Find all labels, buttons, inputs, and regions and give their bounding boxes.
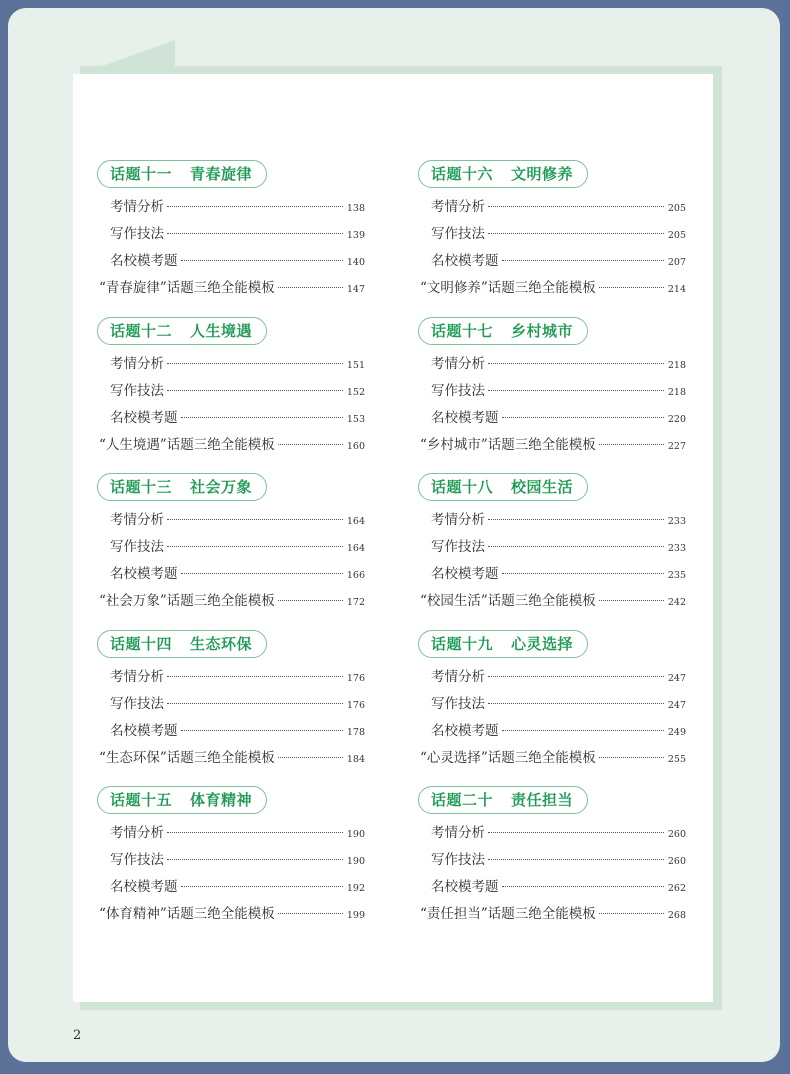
entry-label: “体育精神”话题三绝全能模板 bbox=[99, 906, 275, 922]
section-header[interactable] bbox=[418, 473, 588, 501]
entry-page-number: 214 bbox=[667, 284, 686, 295]
toc-entry[interactable] bbox=[97, 745, 365, 772]
entry-page-number: 140 bbox=[346, 257, 365, 268]
section-topic-number: 话题十二 bbox=[110, 321, 173, 340]
dot-leader bbox=[278, 287, 343, 288]
toc-column-right bbox=[418, 160, 698, 943]
entry-label: “社会万象”话题三绝全能模板 bbox=[99, 593, 275, 609]
toc-entry[interactable] bbox=[418, 718, 686, 745]
toc-section bbox=[418, 630, 698, 787]
section-header[interactable] bbox=[97, 473, 267, 501]
dot-leader bbox=[502, 417, 664, 418]
toc-section bbox=[418, 786, 698, 943]
entry-label: 写作技法 bbox=[110, 695, 164, 712]
entry-list bbox=[97, 507, 377, 615]
entry-label: 考情分析 bbox=[110, 355, 164, 372]
entry-list bbox=[97, 351, 377, 459]
entry-label: 考情分析 bbox=[110, 668, 164, 685]
dot-leader bbox=[181, 730, 343, 731]
entry-page-number: 268 bbox=[667, 910, 686, 921]
entry-label: 名校模考题 bbox=[431, 722, 499, 739]
toc-entry[interactable] bbox=[97, 691, 365, 718]
entry-label: 名校模考题 bbox=[431, 566, 499, 582]
entry-page-number: 138 bbox=[346, 203, 365, 214]
dot-leader bbox=[278, 913, 343, 914]
entry-page-number: 249 bbox=[667, 726, 686, 738]
entry-page-number: 260 bbox=[667, 829, 686, 840]
entry-page-number: 152 bbox=[346, 386, 365, 398]
entry-label: 名校模考题 bbox=[110, 722, 178, 739]
section-topic-number: 话题十一 bbox=[110, 165, 173, 183]
toc-entry[interactable] bbox=[97, 507, 365, 534]
section-topic-number: 话题十六 bbox=[431, 165, 494, 183]
section-title: 心灵选择 bbox=[511, 634, 574, 653]
section-header[interactable] bbox=[97, 317, 267, 345]
entry-page-number: 233 bbox=[667, 543, 686, 554]
entry-label: 写作技法 bbox=[110, 539, 164, 555]
section-header[interactable] bbox=[97, 160, 267, 188]
toc-entry[interactable] bbox=[418, 405, 686, 432]
toc-entry[interactable] bbox=[97, 248, 365, 275]
entry-label: “心灵选择”话题三绝全能模板 bbox=[420, 749, 596, 766]
entry-label: 名校模考题 bbox=[431, 409, 499, 426]
dot-leader bbox=[167, 206, 343, 207]
toc-entry[interactable] bbox=[97, 221, 365, 248]
entry-label: 名校模考题 bbox=[110, 566, 178, 582]
dot-leader bbox=[488, 390, 664, 391]
toc-section bbox=[418, 473, 698, 630]
toc-entry[interactable] bbox=[97, 351, 365, 378]
entry-label: “责任担当”话题三绝全能模板 bbox=[420, 906, 596, 922]
toc-section bbox=[97, 317, 377, 474]
toc-section bbox=[97, 160, 377, 317]
entry-page-number: 205 bbox=[667, 230, 686, 241]
section-title: 社会万象 bbox=[190, 478, 253, 496]
dot-leader bbox=[488, 519, 664, 520]
section-title: 人生境遇 bbox=[190, 321, 253, 340]
entry-page-number: 255 bbox=[667, 753, 686, 765]
entry-label: 考情分析 bbox=[110, 512, 164, 528]
entry-label: “人生境遇”话题三绝全能模板 bbox=[99, 436, 275, 453]
section-title: 体育精神 bbox=[190, 791, 253, 809]
dot-leader bbox=[181, 260, 343, 261]
dot-leader bbox=[488, 703, 664, 704]
section-topic-number: 话题十九 bbox=[431, 634, 494, 653]
toc-entry[interactable] bbox=[418, 378, 686, 405]
entry-page-number: 199 bbox=[346, 910, 365, 921]
dot-leader bbox=[167, 546, 343, 547]
entry-label: 写作技法 bbox=[110, 382, 164, 399]
section-header[interactable] bbox=[418, 317, 588, 345]
entry-page-number: 192 bbox=[346, 883, 365, 894]
dot-leader bbox=[599, 444, 664, 445]
toc-entry[interactable] bbox=[97, 820, 365, 847]
entry-page-number: 247 bbox=[667, 699, 686, 711]
entry-label: 名校模考题 bbox=[110, 409, 178, 426]
section-topic-number: 话题十四 bbox=[110, 634, 173, 653]
toc-entry[interactable] bbox=[97, 275, 365, 302]
toc-entry[interactable] bbox=[418, 561, 686, 588]
dot-leader bbox=[502, 573, 664, 574]
dot-leader bbox=[181, 573, 343, 574]
entry-page-number: 184 bbox=[346, 753, 365, 765]
dot-leader bbox=[167, 703, 343, 704]
entry-label: 名校模考题 bbox=[431, 253, 499, 269]
entry-label: 写作技法 bbox=[431, 539, 485, 555]
entry-page-number: 166 bbox=[346, 570, 365, 581]
dot-leader bbox=[167, 390, 343, 391]
toc-entry[interactable] bbox=[97, 664, 365, 691]
entry-label: 写作技法 bbox=[431, 695, 485, 712]
entry-label: 考情分析 bbox=[110, 825, 164, 841]
entry-page-number: 218 bbox=[667, 359, 686, 371]
section-title: 生态环保 bbox=[190, 634, 253, 653]
toc-section bbox=[97, 630, 377, 787]
dot-leader bbox=[167, 832, 343, 833]
entry-label: “生态环保”话题三绝全能模板 bbox=[99, 749, 275, 766]
dot-leader bbox=[488, 832, 664, 833]
toc-entry[interactable] bbox=[418, 664, 686, 691]
entry-list bbox=[418, 664, 698, 772]
entry-list bbox=[418, 194, 698, 302]
toc-entry[interactable] bbox=[418, 874, 686, 901]
entry-label: 考情分析 bbox=[431, 825, 485, 841]
dot-leader bbox=[599, 600, 664, 601]
entry-page-number: 262 bbox=[667, 883, 686, 894]
toc-entry[interactable] bbox=[418, 534, 686, 561]
entry-page-number: 151 bbox=[346, 359, 365, 371]
toc-entry[interactable] bbox=[418, 275, 686, 302]
section-title: 责任担当 bbox=[511, 791, 574, 809]
entry-list bbox=[418, 507, 698, 615]
entry-label: 写作技法 bbox=[431, 226, 485, 242]
dot-leader bbox=[167, 519, 343, 520]
entry-page-number: 233 bbox=[667, 516, 686, 527]
toc-entry[interactable] bbox=[97, 874, 365, 901]
dot-leader bbox=[488, 546, 664, 547]
entry-page-number: 172 bbox=[346, 597, 365, 608]
toc-entry[interactable] bbox=[418, 248, 686, 275]
section-title: 文明修养 bbox=[511, 165, 574, 183]
entry-list bbox=[97, 820, 377, 928]
toc-section bbox=[418, 160, 698, 317]
toc-entry[interactable] bbox=[418, 847, 686, 874]
dot-leader bbox=[488, 206, 664, 207]
entry-label: 写作技法 bbox=[431, 852, 485, 868]
toc-section bbox=[97, 786, 377, 943]
dot-leader bbox=[488, 859, 664, 860]
entry-label: “校园生活”话题三绝全能模板 bbox=[420, 593, 596, 609]
section-topic-number: 话题十七 bbox=[431, 321, 494, 340]
toc-entry[interactable] bbox=[418, 194, 686, 221]
toc-entry[interactable] bbox=[97, 718, 365, 745]
dot-leader bbox=[181, 886, 343, 887]
entry-page-number: 207 bbox=[667, 257, 686, 268]
section-header[interactable] bbox=[418, 786, 588, 814]
entry-list bbox=[418, 351, 698, 459]
section-title: 乡村城市 bbox=[511, 321, 574, 340]
entry-label: “青春旋律”话题三绝全能模板 bbox=[99, 280, 275, 296]
entry-list bbox=[97, 194, 377, 302]
toc-entry[interactable] bbox=[97, 378, 365, 405]
dot-leader bbox=[278, 600, 343, 601]
toc-entry[interactable] bbox=[97, 901, 365, 928]
entry-page-number: 160 bbox=[346, 440, 365, 452]
dot-leader bbox=[181, 417, 343, 418]
entry-page-number: 190 bbox=[346, 856, 365, 867]
dot-leader bbox=[502, 260, 664, 261]
entry-page-number: 242 bbox=[667, 597, 686, 608]
dot-leader bbox=[167, 233, 343, 234]
dot-leader bbox=[167, 363, 343, 364]
page-number: 2 bbox=[73, 1028, 82, 1043]
section-topic-number: 话题二十 bbox=[431, 791, 494, 809]
dot-leader bbox=[278, 757, 343, 758]
section-header[interactable] bbox=[418, 630, 588, 658]
entry-list bbox=[418, 820, 698, 928]
toc-entry[interactable] bbox=[418, 745, 686, 772]
entry-label: 名校模考题 bbox=[110, 879, 178, 895]
dot-leader bbox=[599, 757, 664, 758]
section-topic-number: 话题十五 bbox=[110, 791, 173, 809]
entry-label: 考情分析 bbox=[431, 355, 485, 372]
entry-page-number: 220 bbox=[667, 413, 686, 425]
toc-entry[interactable] bbox=[418, 588, 686, 615]
entry-page-number: 260 bbox=[667, 856, 686, 867]
section-topic-number: 话题十八 bbox=[431, 478, 494, 496]
toc-entry[interactable] bbox=[418, 221, 686, 248]
entry-page-number: 235 bbox=[667, 570, 686, 581]
entry-label: 考情分析 bbox=[110, 199, 164, 215]
dot-leader bbox=[488, 676, 664, 677]
toc-entry[interactable] bbox=[418, 820, 686, 847]
section-header[interactable] bbox=[418, 160, 588, 188]
entry-label: 写作技法 bbox=[110, 226, 164, 242]
section-title: 青春旋律 bbox=[190, 165, 253, 183]
toc-entry[interactable] bbox=[97, 847, 365, 874]
entry-page-number: 164 bbox=[346, 516, 365, 527]
dot-leader bbox=[599, 287, 664, 288]
entry-page-number: 178 bbox=[346, 726, 365, 738]
section-header[interactable] bbox=[97, 786, 267, 814]
entry-label: 写作技法 bbox=[431, 382, 485, 399]
section-title: 校园生活 bbox=[511, 478, 574, 496]
section-topic-number: 话题十三 bbox=[110, 478, 173, 496]
toc-section bbox=[97, 473, 377, 630]
entry-label: 考情分析 bbox=[431, 668, 485, 685]
dot-leader bbox=[278, 444, 343, 445]
dot-leader bbox=[167, 676, 343, 677]
toc-entry[interactable] bbox=[97, 561, 365, 588]
toc-entry[interactable] bbox=[97, 534, 365, 561]
toc-entry[interactable] bbox=[418, 432, 686, 459]
toc-entry[interactable] bbox=[418, 691, 686, 718]
entry-page-number: 139 bbox=[346, 230, 365, 241]
entry-page-number: 190 bbox=[346, 829, 365, 840]
toc-section bbox=[418, 317, 698, 474]
toc-entry[interactable] bbox=[97, 588, 365, 615]
entry-page-number: 218 bbox=[667, 386, 686, 398]
dot-leader bbox=[488, 233, 664, 234]
dot-leader bbox=[502, 886, 664, 887]
dot-leader bbox=[167, 859, 343, 860]
entry-label: 考情分析 bbox=[431, 512, 485, 528]
section-header[interactable] bbox=[97, 630, 267, 658]
dot-leader bbox=[502, 730, 664, 731]
entry-label: “乡村城市”话题三绝全能模板 bbox=[420, 436, 596, 453]
entry-page-number: 164 bbox=[346, 543, 365, 554]
toc-entry[interactable] bbox=[418, 507, 686, 534]
entry-label: “文明修养”话题三绝全能模板 bbox=[420, 280, 596, 296]
entry-page-number: 227 bbox=[667, 440, 686, 452]
toc-entry[interactable] bbox=[97, 432, 365, 459]
toc-column-left bbox=[97, 160, 377, 943]
toc-entry[interactable] bbox=[97, 194, 365, 221]
entry-page-number: 153 bbox=[346, 413, 365, 425]
entry-page-number: 205 bbox=[667, 203, 686, 214]
toc-entry[interactable] bbox=[97, 405, 365, 432]
entry-label: 考情分析 bbox=[431, 199, 485, 215]
entry-label: 名校模考题 bbox=[431, 879, 499, 895]
entry-label: 写作技法 bbox=[110, 852, 164, 868]
entry-page-number: 147 bbox=[346, 284, 365, 295]
entry-page-number: 247 bbox=[667, 672, 686, 684]
entry-page-number: 176 bbox=[346, 672, 365, 684]
entry-page-number: 176 bbox=[346, 699, 365, 711]
dot-leader bbox=[488, 363, 664, 364]
toc-entry[interactable] bbox=[418, 351, 686, 378]
entry-label: 名校模考题 bbox=[110, 253, 178, 269]
dot-leader bbox=[599, 913, 664, 914]
toc-entry[interactable] bbox=[418, 901, 686, 928]
entry-list bbox=[97, 664, 377, 772]
